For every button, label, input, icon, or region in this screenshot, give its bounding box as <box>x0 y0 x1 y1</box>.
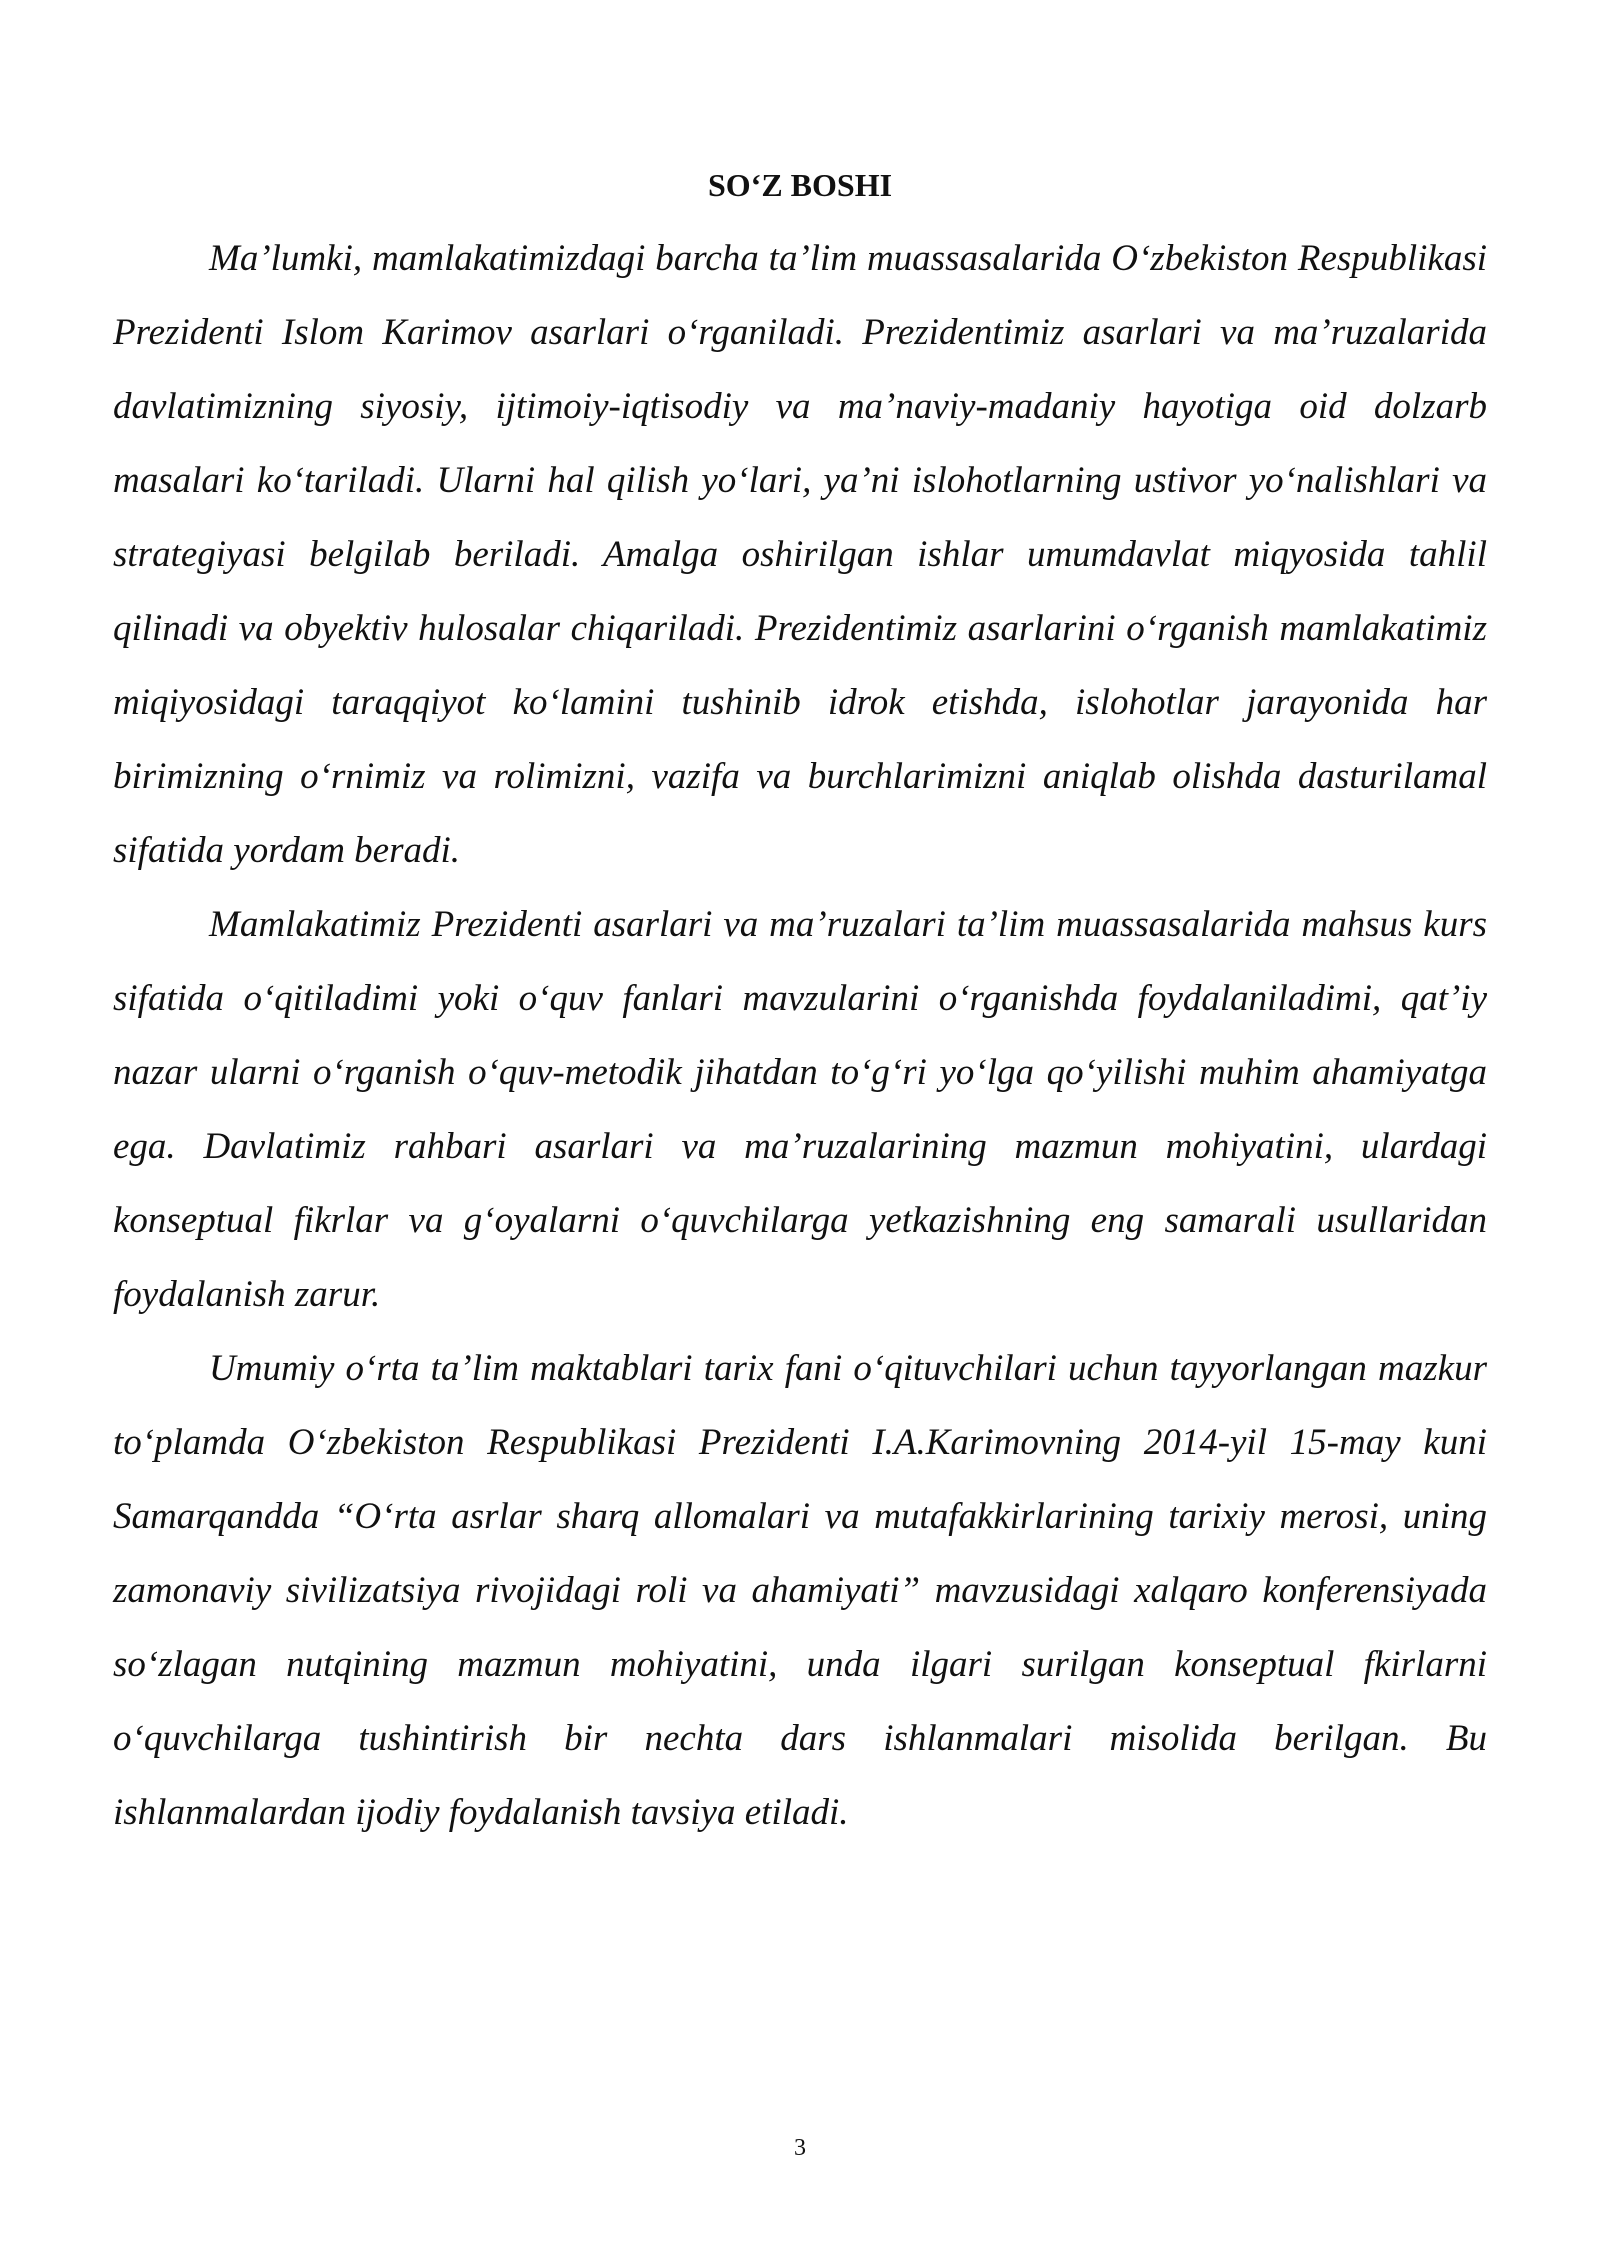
paragraph-3: Umumiy o‘rta ta’lim maktablari tarix fani o‘qituvchilari uchun tayyorlangan mazkur to‘plamda O‘zbekiston Respublikasi Prezidenti I.A.Karimovning 2014-yil 15-may kuni Samarqandda “O‘rta asrlar sharq allomalari va mutafakkirlarining tarixiy merosi, uning zamonaviy sivilizatsiya rivojidagi roli va ahamiyati” mavzusidagi xalqaro konferensiyada so‘zlagan nutqining mazmun mohiyatini, unda ilgari surilgan konseptual fkirlarni o‘quvchilarga tushintirish bir nechta dars ishlanmalari misolida berilgan. Bu ishlanmalardan ijodiy foydalanish tavsiya etiladi. <box>113 1348 1487 1833</box>
page-number: 3 <box>794 2135 806 2161</box>
page-title: SO‘Z BOSHI <box>707 167 893 203</box>
paragraph-2: Mamlakatimiz Prezidenti asarlari va ma’ruzalari ta’lim muassasalarida mahsus kurs sifatida o‘qitiladimi yoki o‘quv fanlari mavzularini o‘rganishda foydalaniladimi, qat’iy nazar ularni o‘rganish o‘quv-metodik jihatdan to‘g‘ri yo‘lga qo‘yilishi muhim ahamiyatga ega. Davlatimiz rahbari asarlari va ma’ruzalarining mazmun mohiyatini, ulardagi konseptual fikrlar va g‘oyalarni o‘quvchilarga yetkazishning eng samarali usullaridan foydalanish zarur. <box>113 904 1487 1315</box>
paragraph-1: Ma’lumki, mamlakatimizdagi barcha ta’lim muassasalarida O‘zbekiston Respublikasi Prezidenti Islom Karimov asarlari o‘rganiladi. Prezidentimiz asarlari va ma’ruzalarida davlatimizning siyosiy, ijtimoiy-iqtisodiy va ma’naviy-madaniy hayotiga oid dolzarb masalari ko‘tariladi. Ularni hal qilish yo‘lari, ya’ni islohotlarning ustivor yo‘nalishlari va strategiyasi belgilab beriladi. Amalga oshirilgan ishlar umumdavlat miqyosida tahlil qilinadi va obyektiv hulosalar chiqariladi. Prezidentimiz asarlarini o‘rganish mamlakatimiz miqiyosidagi taraqqiyot ko‘lamini tushinib idrok etishda, islohotlar jarayonida har birimizning o‘rnimiz va rolimizni, vazifa va burchlarimizni aniqlab olishda dasturilamal sifatida yordam beradi. <box>113 238 1487 871</box>
body-text <box>113 222 1487 1850</box>
